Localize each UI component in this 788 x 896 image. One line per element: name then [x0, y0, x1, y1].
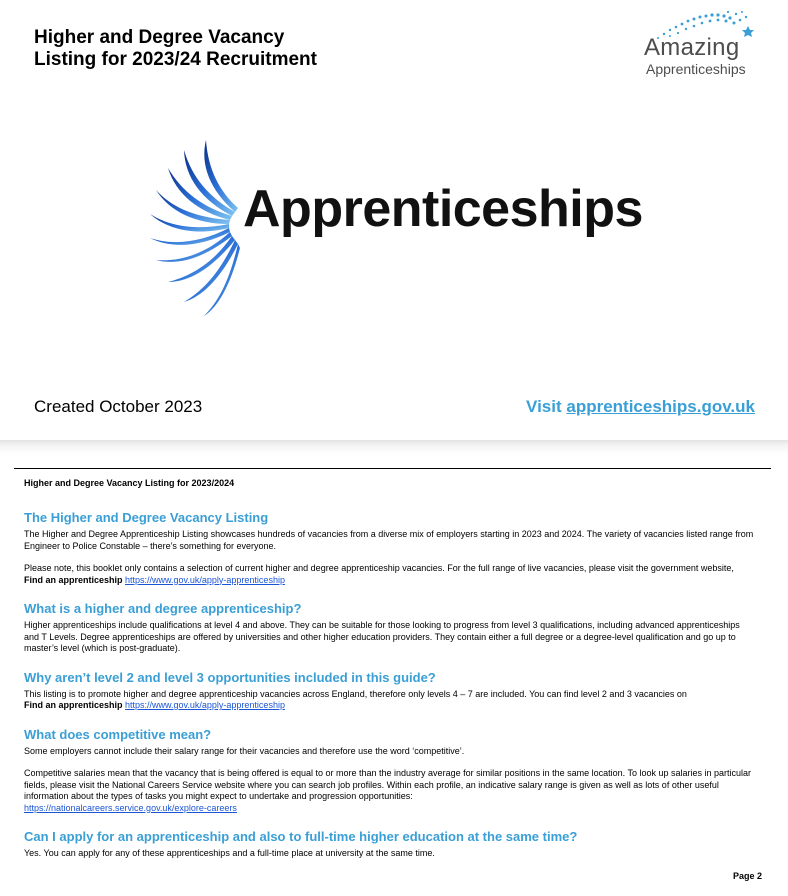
visit-prefix: Visit — [526, 397, 567, 416]
title-line-2: Listing for 2023/24 Recruitment — [34, 49, 317, 70]
logo-amazing-text: Amazing — [644, 34, 740, 61]
apply-apprenticeship-link[interactable]: https://www.gov.uk/apply-apprenticeship — [125, 574, 285, 585]
section-heading-levels: Why aren’t level 2 and level 3 opportunities included in this guide? — [24, 669, 436, 685]
page-content — [24, 510, 754, 860]
running-head: Higher and Degree Vacancy Listing for 2023/2024 — [24, 478, 235, 488]
section-paragraph: Higher apprenticeships include qualifications at level 4 and above. They can be suitable for those looking to progress from level 3 qualifications, including advanced apprenticeships and T Levels. Degree apprenticeships are offered by universities and other higher education providers. They contain either a full degree or a degree-level qualification and go up to master’s level (which is post-graduate). — [24, 620, 740, 653]
section-heading-listing: The Higher and Degree Vacancy Listing — [24, 510, 269, 525]
cover-page — [0, 0, 788, 440]
apply-apprenticeship-link[interactable]: https://www.gov.uk/apply-apprenticeship — [125, 700, 285, 710]
document-title — [34, 27, 317, 71]
swoosh-icon — [140, 130, 260, 320]
page-separator — [0, 440, 788, 454]
section-paragraph: Competitive salaries mean that the vacancy that is being offered is equal to or more than the industry average for similar positions in the same location. To look up salaries in particular fields, please visit the National Careers Service website where you can search job profiles. Within each profile, an indicative salary range is given as well as lots of other useful information about the types of tasks you might expect to undertake and progression opportunities: — [24, 768, 752, 801]
visit-url-link[interactable]: apprenticeships.gov.uk — [566, 397, 755, 416]
apprenticeships-wordmark: Apprenticeships — [243, 180, 643, 238]
header-rule — [14, 468, 771, 469]
section-paragraph: Yes. You can apply for any of these apprenticeships and a full-time place at university at the same time. — [24, 848, 435, 858]
section-heading-what-is: What is a higher and degree apprenticeship? — [24, 601, 302, 616]
section-heading-apply: Can I apply for an apprenticeship and also to full-time higher education at the same time? — [24, 829, 578, 844]
title-line-1: Higher and Degree Vacancy — [34, 27, 285, 48]
logo-apprenticeships-text: Apprenticeships — [646, 61, 746, 77]
section-heading-competitive: What does competitive mean? — [24, 726, 212, 742]
section-paragraph: Please note, this booklet only contains a selection of current higher and degree apprenticeship vacancies. For the full range of live vacancies, please visit the government website, Find an apprenticeship https://www.gov.uk/apply-apprenticeship — [24, 563, 734, 585]
section-paragraph: This listing is to promote higher and degree apprenticeship vacancies across England, therefore only levels 4 – 7 are included. You can find level 2 and 3 vacancies on Find an apprenticeship https://www.gov.uk/apply-apprenticeship — [24, 688, 687, 710]
section-paragraph: Some employers cannot include their salary range for their vacancies and therefore use the word ‘competitive’. — [24, 745, 465, 756]
visit-link-block — [526, 397, 755, 417]
page-2 — [0, 454, 788, 896]
section-paragraph — [24, 803, 754, 815]
created-date: Created October 2023 — [34, 397, 203, 416]
explore-careers-link[interactable]: https://nationalcareers.service.gov.uk/explore-careers — [24, 802, 237, 813]
amazing-apprenticeships-logo — [636, 8, 766, 78]
page-number: Page 2 — [733, 871, 763, 881]
section-paragraph: The Higher and Degree Apprenticeship Listing showcases hundreds of vacancies from a diverse mix of employers starting in 2023 and 2024. The variety of vacancies listed range from Engineer to Police Constable – there’s something for everyone. — [24, 529, 754, 551]
